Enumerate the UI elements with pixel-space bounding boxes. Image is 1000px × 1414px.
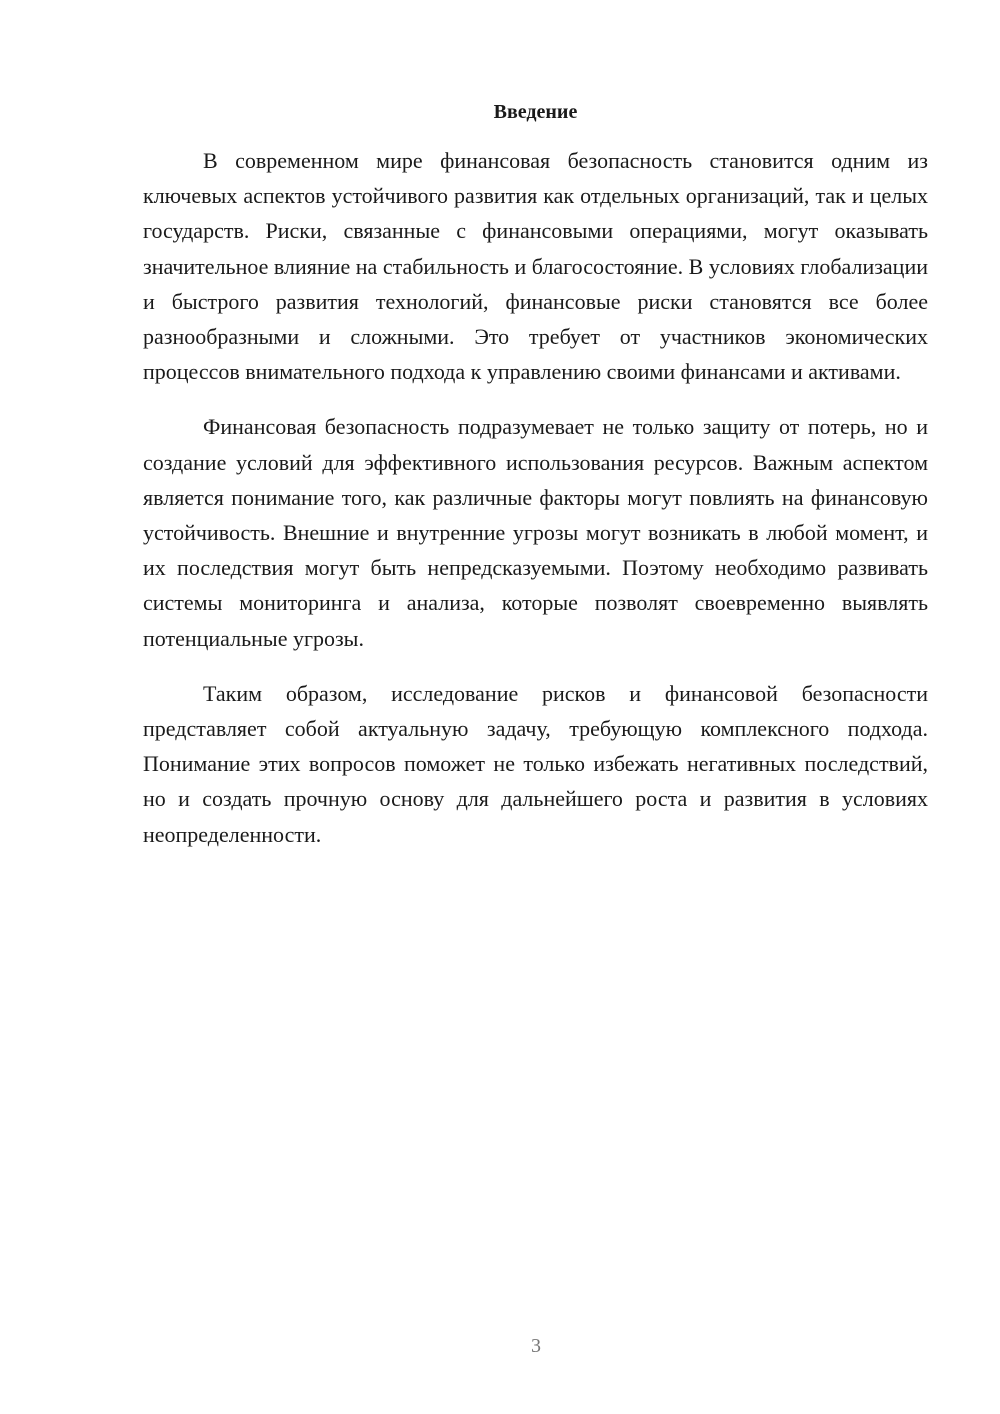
paragraph-3: Таким образом, исследование рисков и финансовой безопасности представляет собой актуальную задачу, требующую комплексного подхода. Понимание этих вопросов поможет не только избежать негативных последствий, но и создать прочную основу для дальнейшего роста и развития в условиях неопределенности.: [143, 680, 928, 847]
body-text: [143, 143, 928, 872]
page-number: 3: [531, 1335, 541, 1357]
paragraph-1: В современном мире финансовая безопасность становится одним из ключевых аспектов устойчивого развития как отдельных организаций, так и целых государств. Риски, связанные с финансовыми операциями, могут оказывать значительное влияние на стабильность и благосостояние. В условиях глобализации и быстрого развития технологий, финансовые риски становятся все более разнообразными и сложными. Это требует от участников экономических процессов внимательного подхода к управлению своими финансами и активами.: [143, 148, 928, 385]
paragraph-2: Финансовая безопасность подразумевает не только защиту от потерь, но и создание условий для эффективного использования ресурсов. Важным аспектом является понимание того, как различные факторы могут повлиять на финансовую устойчивость. Внешние и внутренние угрозы могут возникать в любой момент, и их последствия могут быть непредсказуемыми. Поэтому необходимо развивать системы мониторинга и анализа, которые позволят своевременно выявлять потенциальные угрозы.: [143, 414, 928, 651]
section-title: Введение: [493, 101, 578, 123]
